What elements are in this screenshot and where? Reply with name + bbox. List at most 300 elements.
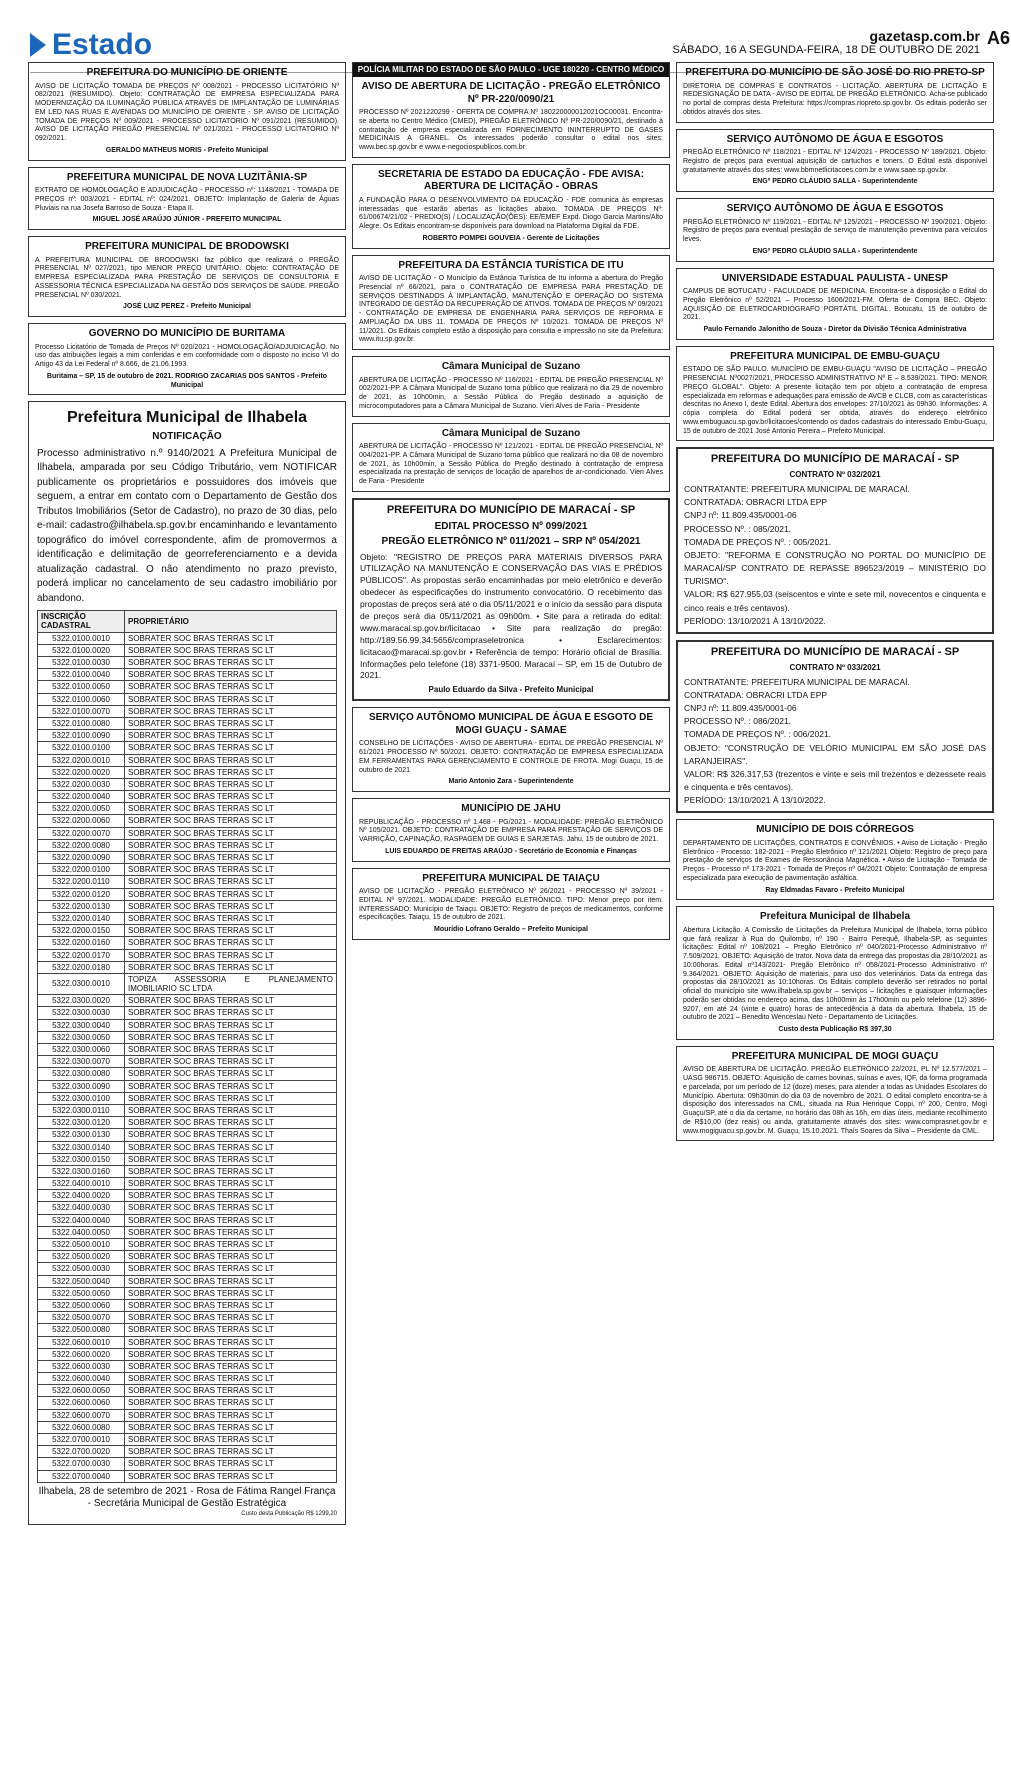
ilhabela-notification bbox=[28, 401, 346, 1525]
page-number: A6 bbox=[986, 28, 1010, 48]
parcel-id: 5322.0500.0030 bbox=[38, 1263, 125, 1275]
parcel-owner: SOBRATER SOC BRAS TERRAS SC LT bbox=[125, 1226, 337, 1238]
table-row bbox=[38, 803, 337, 815]
table-row bbox=[38, 754, 337, 766]
notice-body: DEPARTAMENTO DE LICITAÇÕES, CONTRATOS E CONVÊNIOS. • Aviso de Licitação - Pregão Eletrônico - Processo: 182-2021 - Pregão Eletrônico nº 121/2021 Objeto: Registro de preço para prestação de serviços de Exames de Ressonância Magnética. • Aviso de Licitação - Tomada de Preços - Processo nº 173-2021 - Tomada de Preços nº 04/2021 Objeto: Contratação de empresa especializada para execução de pavimentação asfáltica. bbox=[683, 839, 987, 882]
parcel-owner: SOBRATER SOC BRAS TERRAS SC LT bbox=[125, 925, 337, 937]
notice-title: PREFEITURA DO MUNICÍPIO DE MARACAÍ - SP bbox=[710, 453, 960, 466]
parcel-id: 5322.0700.0040 bbox=[38, 1470, 125, 1482]
table-row bbox=[38, 1165, 337, 1177]
notice-body: ABERTURA DE LICITAÇÃO - PROCESSO Nº 116/2021 - EDITAL DE PREGÃO PRESENCIAL Nº 002/2021-PP. A Câmara Municipal de Suzano torna público que realizará no dia 29 de novembro de 2021, às 10h00min, a Sessão Pública do Pregão destinado a aquisição de microcomputadores para a Câmara Municipal de Suzano. Vieri Alves de Faria - Presidente bbox=[359, 376, 663, 410]
table-row bbox=[38, 1397, 337, 1409]
parcel-owner: SOBRATER SOC BRAS TERRAS SC LT bbox=[125, 1092, 337, 1104]
notice-subtitle: NOTIFICAÇÃO bbox=[152, 431, 222, 443]
parcel-owner: SOBRATER SOC BRAS TERRAS SC LT bbox=[125, 1044, 337, 1056]
notice-body: PREGÃO ELETRÔNICO Nº 118/2021 - EDITAL Nº 124/2021 - PROCESSO Nº 189/2021. Objeto: Registro de preços para eventual aquisição de cartuchos e toners. O Edital está disponível gratuitamente através dos sites: www.bbmnetlicitacoes.com.br e www.saae.sp.gov.br. bbox=[683, 149, 987, 174]
notice-body: CONSELHO DE LICITAÇÕES - AVISO DE ABERTURA - EDITAL DE PREGÃO PRESENCIAL Nº 61/2021 PROCESSO Nº 50/2021. OBJETO: CONTRATAÇÃO DE EMPRESA ESPECIALIZADA EM FERRAMENTAS PARA GERENCIAMENTO E CONTROLE DE FROTA. Mogi Guaçu, 15 de outubro de 2021 bbox=[359, 740, 663, 774]
table-row bbox=[38, 961, 337, 973]
parcel-id: 5322.0600.0010 bbox=[38, 1336, 125, 1348]
parcel-id: 5322.0700.0010 bbox=[38, 1434, 125, 1446]
parcel-owner: SOBRATER SOC BRAS TERRAS SC LT bbox=[125, 852, 337, 864]
notice-signature: LUIS EDUARDO DE FREITAS ARAÚJO - Secretário de Economia e Finanças bbox=[385, 847, 637, 855]
estado-logo bbox=[30, 28, 152, 62]
notice-signature: ENGº PEDRO CLÁUDIO SALLA - Superintendente bbox=[752, 178, 918, 186]
legal-notice bbox=[352, 356, 670, 417]
table-row bbox=[38, 1421, 337, 1433]
legal-notice bbox=[676, 906, 994, 1040]
notice-title: Prefeitura Municipal de Ilhabela bbox=[66, 409, 308, 427]
notice-body: AVISO DE ABERTURA DE LICITAÇÃO. PREGÃO ELETRÔNICO 22/2021, PL Nº 12.577/2021 – UASG 986715. OBJETO: Aquisição de carnes bovinas, suínas e aves, IQF, da forma programada e parcelada, por um período de 12 (doze) meses, para atender a todas as Unidades Escolares do Município. Abertura: 09h30min do dia 03 de novembro de 2021. O edital completo encontra-se à disposição dos interessados na CML, situada na Rua Henrique Coppi, nº 200, Centro, Mogi Guaçu/SP, até o dia da certame, no horário das 08h às 16h, em dias úteis, mediante recolhimento de R$10,00 (dez reais) ou ainda, gratuitamente através dos sites: www.comprasnet.gov.br e www.mogiguacu.sp.gov.br. M. Guaçu, 15.10.2021. Thaís Soares da Silva – Presidente da CML. bbox=[683, 1066, 987, 1135]
site-url[interactable]: gazetasp.com.br bbox=[869, 28, 980, 44]
parcel-id: 5322.0500.0060 bbox=[38, 1299, 125, 1311]
table-row bbox=[38, 1385, 337, 1397]
contract-line: VALOR: R$ 326.317,53 (trezentos e vinte e seis mil trezentos e dezessete reais e cinquenta e três centavos). bbox=[684, 768, 986, 793]
parcel-owner: SOBRATER SOC BRAS TERRAS SC LT bbox=[125, 1409, 337, 1421]
parcel-owner: SOBRATER SOC BRAS TERRAS SC LT bbox=[125, 766, 337, 778]
parcel-owner: SOBRATER SOC BRAS TERRAS SC LT bbox=[125, 1434, 337, 1446]
issue-date: SÁBADO, 16 A SEGUNDA-FEIRA, 18 DE OUTUBRO DE 2021 bbox=[672, 44, 980, 56]
table-row bbox=[38, 1226, 337, 1238]
notice-body: Processo Licitatório de Tomada de Preços Nº 020/2021 - HOMOLOGAÇÃO/ADJUDICAÇÃO. No uso das atribuições legais a mim conferidas e em conformidade com o disposto no inciso VI do Artigo 43 da Lei Federal nº 8.666, de 21.06.1993. bbox=[35, 343, 339, 368]
parcel-owner: SOBRATER SOC BRAS TERRAS SC LT bbox=[125, 1153, 337, 1165]
parcel-table bbox=[37, 610, 337, 1483]
notice-title: SERVIÇO AUTÔNOMO DE ÁGUA E ESGOTOS bbox=[726, 133, 944, 145]
parcel-id: 5322.0100.0040 bbox=[38, 669, 125, 681]
parcel-id: 5322.0600.0060 bbox=[38, 1397, 125, 1409]
notice-signature: Custo desta Publicação R$ 397,30 bbox=[778, 1026, 892, 1034]
notice-body: Processo administrativo n.º 9140/2021 A Prefeitura Municipal de Ilhabela, amparada por seu Código Tributário, vem NOTIFICAR publicamente os proprietários e possuidores dos imóveis que seguem, a entrar em contato com o Departamento de Gestão dos Tributos Imobiliários (Setor de Cadastro), no prazo de 30 dias, pelo e-mail: cadastro@ilhabela.sp.gov.br encaminhando e levantamento topográfico do imóvel correspondente, afim de promovermos a identificação e delimitação de georreferenciamento e a devida atualização cadastral. O não atendimento no prazo previsto, poderá implicar no cancelamento de seu cadastro imobiliário por abandono. bbox=[37, 447, 337, 604]
notice-title: PREFEITURA DO MUNICÍPIO DE ORIENTE bbox=[86, 67, 288, 78]
col-header-proprietario: PROPRIETÁRIO bbox=[125, 611, 337, 632]
table-row bbox=[38, 1080, 337, 1092]
parcel-id: 5322.0200.0070 bbox=[38, 827, 125, 839]
parcel-owner: SOBRATER SOC BRAS TERRAS SC LT bbox=[125, 1470, 337, 1482]
legal-notice bbox=[28, 236, 346, 317]
notice-signature: GERALDO MATHEUS MORIS - Prefeito Municipal bbox=[105, 146, 269, 154]
table-row bbox=[38, 888, 337, 900]
header-meta bbox=[673, 28, 981, 56]
notice-signature: Paulo Fernando Jalonitho de Souza - Diretor da Divisão Técnica Administrativa bbox=[703, 326, 967, 333]
notice-title: Prefeitura Municipal de Ilhabela bbox=[759, 911, 911, 923]
table-row bbox=[38, 717, 337, 729]
parcel-id: 5322.0200.0040 bbox=[38, 791, 125, 803]
table-row bbox=[38, 827, 337, 839]
parcel-owner: SOBRATER SOC BRAS TERRAS SC LT bbox=[125, 669, 337, 681]
parcel-id: 5322.0100.0020 bbox=[38, 644, 125, 656]
parcel-owner: SOBRATER SOC BRAS TERRAS SC LT bbox=[125, 1385, 337, 1397]
legal-notice bbox=[28, 167, 346, 231]
parcel-owner: SOBRATER SOC BRAS TERRAS SC LT bbox=[125, 1397, 337, 1409]
notice-title: PREFEITURA MUNICIPAL DE BRODOWSKI bbox=[85, 241, 289, 252]
arrow-icon bbox=[30, 33, 46, 57]
parcel-id: 5322.0500.0050 bbox=[38, 1287, 125, 1299]
notice-body: ESTADO DE SÃO PAULO. MUNICÍPIO DE EMBU-GUAÇU "AVISO DE LICITAÇÃO – PREGÃO PRESENCIAL Nº0027/2021, PROCESSO ADMINISTRATIVO Nº E – 8.539/2021. TIPO: MENOR PREÇO GLOBAL". Objeto: A presente licitação tem por objeto a contratação de empresa especializada em reformas e adequações para emissão de AVCB e CLCB, com as características descritas no Anexo I, deste Edital. Abertura dos envelopes: 27/10/2021 às 09h30. Informações: A cópia completa do Edital poderá ser obtida, através do endereço eletrônico www.embuguacu.sp.gov.br/licitacoes/contendo os dados cadastrais do interessado Embu-Guaçu, 15 de outubro de 2021 José Antonio Pereira – Prefeito Municipal. bbox=[683, 366, 987, 435]
table-row bbox=[38, 742, 337, 754]
maracai-contract-notice bbox=[676, 640, 994, 813]
table-row bbox=[38, 1251, 337, 1263]
table-row bbox=[38, 852, 337, 864]
notice-title: PREFEITURA DA ESTÂNCIA TURÍSTICA DE ITU bbox=[398, 259, 624, 271]
parcel-owner: SOBRATER SOC BRAS TERRAS SC LT bbox=[125, 1104, 337, 1116]
table-row bbox=[38, 730, 337, 742]
parcel-id: 5322.0700.0020 bbox=[38, 1446, 125, 1458]
table-row bbox=[38, 1287, 337, 1299]
parcel-owner: SOBRATER SOC BRAS TERRAS SC LT bbox=[125, 864, 337, 876]
parcel-id: 5322.0200.0180 bbox=[38, 961, 125, 973]
parcel-owner: SOBRATER SOC BRAS TERRAS SC LT bbox=[125, 1299, 337, 1311]
legal-notice bbox=[352, 707, 670, 792]
parcel-id: 5322.0300.0120 bbox=[38, 1117, 125, 1129]
table-row bbox=[38, 681, 337, 693]
table-row bbox=[38, 1214, 337, 1226]
notice-signature: Paulo Eduardo da Silva - Prefeito Municipal bbox=[428, 685, 594, 695]
table-row bbox=[38, 1434, 337, 1446]
legal-notice bbox=[676, 198, 994, 262]
parcel-id: 5322.0600.0050 bbox=[38, 1385, 125, 1397]
notice-body: CAMPUS DE BOTUCATU - FACULDADE DE MEDICINA. Encontra-se à disposição o Edital do Pregão Eletrônico nº 52/2021 – Processo 1606/2021-FM. Oferta de Compra BEC. Objeto: AQUISIÇÃO DE ELETROCARDIÓGRAFO PORTÁTIL DIGITAL. Botucatu, 15 de outubro de 2021. bbox=[683, 288, 987, 322]
parcel-id: 5322.0400.0010 bbox=[38, 1178, 125, 1190]
notice-body: AVISO DE LICITAÇÃO - PREGÃO ELETRÔNICO Nº 26/2021 - PROCESSO Nº 39/2021 - EDITAL Nº 97/2021. MODALIDADE: PREGÃO ELETRÔNICO. TIPO: Menor preço por item. INTERESSADO: Município de Taiaçu. OBJETO: Registro de preços de medicamentos, conforme especificações. Taiaçu, 15 de outubro de 2021. bbox=[359, 888, 663, 922]
parcel-owner: SOBRATER SOC BRAS TERRAS SC LT bbox=[125, 791, 337, 803]
notice-title: PREFEITURA DO MUNICÍPIO DE MARACAÍ - SP bbox=[386, 503, 636, 516]
parcel-owner: SOBRATER SOC BRAS TERRAS SC LT bbox=[125, 1178, 337, 1190]
maracai-pregao-notice bbox=[352, 498, 670, 702]
parcel-owner: SOBRATER SOC BRAS TERRAS SC LT bbox=[125, 1190, 337, 1202]
parcel-id: 5322.0100.0010 bbox=[38, 632, 125, 644]
notice-title: PREFEITURA MUNICIPAL DE NOVA LUZITÂNIA-SP bbox=[66, 171, 308, 183]
table-row bbox=[38, 1190, 337, 1202]
parcel-id: 5322.0600.0070 bbox=[38, 1409, 125, 1421]
notice-body: REPUBLICAÇÃO - PROCESSO nº 1.468 - PG/2021 - MODALIDADE: PREGÃO ELETRÔNICO Nº 105/2021. OBJETO: CONTRATAÇÃO DE EMPRESA PARA PRESTAÇÃO DE SERVIÇOS DE VARRIÇÃO, CAPINAÇÃO, RASPAGEM DE GUIAS E SARJETAS. Jahu, 15 de outubro de 2021. bbox=[359, 818, 663, 844]
parcel-owner: SOBRATER SOC BRAS TERRAS SC LT bbox=[125, 803, 337, 815]
parcel-id: 5322.0300.0160 bbox=[38, 1165, 125, 1177]
parcel-id: 5322.0300.0020 bbox=[38, 995, 125, 1007]
parcel-owner: SOBRATER SOC BRAS TERRAS SC LT bbox=[125, 839, 337, 851]
parcel-owner: SOBRATER SOC BRAS TERRAS SC LT bbox=[125, 1214, 337, 1226]
parcel-id: 5322.0500.0010 bbox=[38, 1239, 125, 1251]
parcel-id: 5322.0600.0020 bbox=[38, 1348, 125, 1360]
parcel-owner: SOBRATER SOC BRAS TERRAS SC LT bbox=[125, 1458, 337, 1470]
parcel-owner: SOBRATER SOC BRAS TERRAS SC LT bbox=[125, 876, 337, 888]
table-row bbox=[38, 839, 337, 851]
parcel-owner: SOBRATER SOC BRAS TERRAS SC LT bbox=[125, 1019, 337, 1031]
parcel-owner: SOBRATER SOC BRAS TERRAS SC LT bbox=[125, 1348, 337, 1360]
table-row bbox=[38, 815, 337, 827]
table-row bbox=[38, 1275, 337, 1287]
parcel-id: 5322.0600.0040 bbox=[38, 1373, 125, 1385]
notice-title: PREFEITURA MUNICIPAL DE EMBU-GUAÇU bbox=[730, 350, 940, 362]
column-2 bbox=[352, 62, 670, 946]
parcel-id: 5322.0300.0150 bbox=[38, 1153, 125, 1165]
parcel-id: 5322.0100.0060 bbox=[38, 693, 125, 705]
parcel-id: 5322.0200.0160 bbox=[38, 937, 125, 949]
table-row bbox=[38, 1019, 337, 1031]
notice-signature: Mouridio Lofrano Geraldo – Prefeito Municipal bbox=[433, 926, 588, 934]
parcel-owner: SOBRATER SOC BRAS TERRAS SC LT bbox=[125, 1263, 337, 1275]
table-row bbox=[38, 669, 337, 681]
table-row bbox=[38, 1470, 337, 1482]
table-row bbox=[38, 1263, 337, 1275]
notice-title: PREFEITURA MUNICIPAL DE TAIAÇU bbox=[422, 872, 600, 884]
parcel-id: 5322.0200.0100 bbox=[38, 864, 125, 876]
parcel-owner: SOBRATER SOC BRAS TERRAS SC LT bbox=[125, 742, 337, 754]
parcel-id: 5322.0100.0070 bbox=[38, 705, 125, 717]
table-row bbox=[38, 949, 337, 961]
parcel-id: 5322.0100.0080 bbox=[38, 717, 125, 729]
notice-body: AVISO DE LICITAÇÃO - O Município da Estância Turística de Itu informa a abertura do Pregão Presencial nº 66/2021, para o CONTRATAÇÃO DE EMPRESA PARA PRESTAÇÃO DE SERVIÇOS DESTINADOS À IMPLANTAÇÃO, MANUTENÇÃO E OPERAÇÃO DO SISTEMA INTEGRADO DE GESTÃO DA RECUPERAÇÃO DE ATIVOS. TOMADA DE PREÇOS Nº 09/2021 - CONTRATAÇÃO DE EMPRESA DE ENGENHARIA PARA SERVIÇOS DE REFORMA E AMPLIAÇÃO DA UBS 11. TOMADA DE PREÇOS Nº 10/2021. TOMADA DE PREÇOS Nº 11/2021. Os Editais completo estão à disposição para consulta e impressão no site da Prefeitura: www.itu.sp.gov.br. bbox=[359, 275, 663, 344]
table-row bbox=[38, 1104, 337, 1116]
parcel-owner: SOBRATER SOC BRAS TERRAS SC LT bbox=[125, 1336, 337, 1348]
notice-signature: Ilhabela, 28 de setembro de 2021 - Rosa de Fátima Rangel França - Secretária Municipal de Gestão Estratégica bbox=[38, 1485, 336, 1510]
parcel-id: 5322.0300.0080 bbox=[38, 1068, 125, 1080]
contract-line: CONTRATANTE: PREFEITURA MUNICIPAL DE MARACAÍ. bbox=[684, 676, 910, 687]
table-row bbox=[38, 1178, 337, 1190]
notice-title: SECRETARIA DE ESTADO DA EDUCAÇÃO - FDE AVISA: ABERTURA DE LICITAÇÃO - OBRAS bbox=[377, 168, 645, 193]
parcel-id: 5322.0400.0040 bbox=[38, 1214, 125, 1226]
parcel-id: 5322.0200.0120 bbox=[38, 888, 125, 900]
table-row bbox=[38, 1458, 337, 1470]
table-row bbox=[38, 1324, 337, 1336]
table-row bbox=[38, 1360, 337, 1372]
parcel-owner: SOBRATER SOC BRAS TERRAS SC LT bbox=[125, 1373, 337, 1385]
notice-body: AVISO DE LICITAÇÃO TOMADA DE PREÇOS Nº 008/2021 - PROCESSO LICITATÓRIO Nº 082/2021 (RESUMIDO). Objeto: CONTRATAÇÃO DE EMPRESA ESPECIALIZADA PARA MODERNIZAÇÃO DA ILUMINAÇÃO PÚBLICA ATRAVÉS DE IMPLANTAÇÃO DE LUMINÁRIAS EM LED NAS RUAS E AVENIDAS DO MUNICÍPIO DE ORIENTE - SP. AVISO DE LICITAÇÃO TOMADA DE PREÇOS Nº 009/2021 - PROCESSO LICITATÓRIO Nº 091/2021 (RESUMIDO). AVISO DE LICITAÇÃO PREGÃO PRESENCIAL Nº 021/2021 - PROCESSO LICITATÓRIO Nº 092/2021. bbox=[35, 82, 339, 142]
table-row bbox=[38, 693, 337, 705]
table-row bbox=[38, 1068, 337, 1080]
parcel-owner: SOBRATER SOC BRAS TERRAS SC LT bbox=[125, 705, 337, 717]
notice-title: UNIVERSIDADE ESTADUAL PAULISTA - UNESP bbox=[721, 272, 949, 284]
parcel-id: 5322.0500.0070 bbox=[38, 1312, 125, 1324]
notice-title: MUNICÍPIO DE DOIS CÓRREGOS bbox=[756, 824, 914, 836]
notice-title: PREFEITURA DO MUNICÍPIO DE SÃO JOSÉ DO RIO PRETO-SP bbox=[685, 67, 985, 78]
parcel-owner: SOBRATER SOC BRAS TERRAS SC LT bbox=[125, 1031, 337, 1043]
parcel-id: 5322.0500.0040 bbox=[38, 1275, 125, 1287]
notice-subtitle: EDITAL PROCESSO Nº 099/2021 bbox=[434, 520, 588, 532]
parcel-owner: SOBRATER SOC BRAS TERRAS SC LT bbox=[125, 1312, 337, 1324]
contract-line: OBJETO: "CONSTRUÇÃO DE VELÓRIO MUNICIPAL EM SÃO JOSÉ DAS LARANJEIRAS". bbox=[684, 742, 986, 766]
contract-line: TOMADA DE PREÇOS Nº. : 005/2021. bbox=[684, 536, 832, 547]
contract-line: PERÍODO: 13/10/2021 À 13/10/2022. bbox=[684, 795, 826, 806]
notice-body: EXTRATO DE HOMOLOGAÇÃO E ADJUDICAÇÃO - PROCESSO nº: 1148/2021 - TOMADA DE PREÇOS nº: 003/2021 - EDITAL nº: 024/2021. OBJETO: Implantação de Galeria de Águas Pluviais na rua Josefa Barroso de Souza - Etapa II. bbox=[35, 187, 339, 212]
parcel-id: 5322.0300.0010 bbox=[38, 973, 125, 994]
legal-notice bbox=[352, 62, 670, 158]
parcel-owner: SOBRATER SOC BRAS TERRAS SC LT bbox=[125, 961, 337, 973]
notice-signature: Ray Eldmadas Favaro - Prefeito Municipal bbox=[765, 886, 905, 894]
parcel-id: 5322.0200.0110 bbox=[38, 876, 125, 888]
parcel-id: 5322.0200.0090 bbox=[38, 852, 125, 864]
parcel-id: 5322.0300.0040 bbox=[38, 1019, 125, 1031]
parcel-id: 5322.0700.0030 bbox=[38, 1458, 125, 1470]
contract-details bbox=[684, 676, 986, 808]
notice-title: PREFEITURA DO MUNICÍPIO DE MARACAÍ - SP bbox=[710, 645, 960, 658]
table-row bbox=[38, 1373, 337, 1385]
legal-notice bbox=[676, 129, 994, 193]
parcel-id: 5322.0600.0030 bbox=[38, 1360, 125, 1372]
column-3 bbox=[676, 62, 994, 1147]
parcel-id: 5322.0400.0030 bbox=[38, 1202, 125, 1214]
table-row bbox=[38, 1117, 337, 1129]
table-row bbox=[38, 644, 337, 656]
table-row bbox=[38, 1044, 337, 1056]
parcel-id: 5322.0300.0110 bbox=[38, 1104, 125, 1116]
notice-body: A FUNDAÇÃO PARA O DESENVOLVIMENTO DA EDUCAÇÃO - FDE comunica às empresas interessadas que estarão abertas as licitações abaixo. TOMADA DE PREÇOS Nº: 61/00674/21/02 - PREDIO(S) / LOCALIZAÇÃO(ÕES): EE/EMEF Expd. Diogo Garcia Martins/Alto Alegre. Os Editais encontram-se disponíveis para download na Plataforma Digital da FDE. bbox=[359, 196, 663, 230]
parcel-id: 5322.0200.0150 bbox=[38, 925, 125, 937]
table-row bbox=[38, 1056, 337, 1068]
parcel-owner: SOBRATER SOC BRAS TERRAS SC LT bbox=[125, 632, 337, 644]
parcel-id: 5322.0300.0060 bbox=[38, 1044, 125, 1056]
parcel-id: 5322.0100.0030 bbox=[38, 657, 125, 669]
parcel-owner: SOBRATER SOC BRAS TERRAS SC LT bbox=[125, 730, 337, 742]
parcel-id: 5322.0200.0140 bbox=[38, 912, 125, 924]
legal-notice bbox=[28, 62, 346, 161]
contract-line: CONTRATANTE: PREFEITURA MUNICIPAL DE MARACAÍ. bbox=[684, 484, 910, 494]
parcel-owner: SOBRATER SOC BRAS TERRAS SC LT bbox=[125, 900, 337, 912]
notice-body: Objeto: "REGISTRO DE PREÇOS PARA MATERIAIS DIVERSOS PARA UTILIZAÇÃO NA MANUTENÇÃO E CONSERVAÇÃO DAS VIAS E PRÉDIOS PÚBLICOS". As propostas serão encaminhadas por meio eletrônico e deverão obedecer às especificações do instrumento convocatório. O recebimento das propostas de preços será até o dia 05/11/2021 e o início da sessão para disputa de preços será dia 05/11/2021 às 09h00m. • Site para a retirada do edital: www.maracai.sp.gov.br/licitacao • Site para realização do pregão: http://189.56.99.34:5656/compraseletronica • Esclarecimentos: licitacao@maracai.sp.gov.br • Referência de tempo: Horário oficial de Brasília. Informações pelo telefone (18) 3371-9500. Maracaí – SP, em 15 de Outubro de 2021. bbox=[360, 551, 662, 681]
notice-body: Abertura Licitação. A Comissão de Licitações da Prefeitura Municipal de Ilhabela, torna público que fará realizar à Rua do Quilombo, nº 190 - Bairro Perequê, Ilhabela-SP, as seguintes licitações: Edital nº 108/2021 – Pregão Eletrônico nº 040/2021-Processo Administrativo nº 7.509/2021. OBJETO: Aquisição de trator. Nova data da entrega das propostas dia 28/10/2021 as 10:00horas. Edital nº143/2021- Pregão Eletrônico nº 058/2021-Processo Administrativo nº 9.364/2021. OBJETO: Aquisição de materiais, para uso dos veterinários. Data da entrega das propostas dia 28/10/2021 as 10:10horas. Os Editais completo deverão ser retirados no portal oficial do município site www.ilhabela.sp.gov.br – serviços – licitações e quaisquer informações poderão ser obtidas no endereço acima, das 10h00min às 17h00min ou pelo telefone (12) 3896-9207, em até 24 (vinte e quatro) horas de antecedência à data da abertura. Ilhabela, 15 de outubro de 2021 – Benedito Wenceslau Neto - Departamento de Licitações. bbox=[683, 926, 987, 1022]
parcel-id: 5322.0300.0090 bbox=[38, 1080, 125, 1092]
parcel-owner: SOBRATER SOC BRAS TERRAS SC LT bbox=[125, 1251, 337, 1263]
legal-notice bbox=[676, 1046, 994, 1142]
notice-body: ABERTURA DE LICITAÇÃO - PROCESSO Nº 121/2021 - EDITAL DE PREGÃO PRESENCIAL Nº 004/2021-PP. A Câmara Municipal de Suzano torna público que realizará no dia 08 de novembro de 2021, às 10h00min, a Sessão Pública do Pregão destinado à contratação de empresa especializada na prestação de serviços de locação de aparelhos de ar-condicionado. Vieri Alves de Faria - Presidente bbox=[359, 443, 663, 485]
parcel-owner: SOBRATER SOC BRAS TERRAS SC LT bbox=[125, 949, 337, 961]
parcel-owner: SOBRATER SOC BRAS TERRAS SC LT bbox=[125, 1421, 337, 1433]
contract-line: CNPJ nº: 11.809.435/0001-06 bbox=[684, 702, 797, 713]
parcel-id: 5322.0500.0080 bbox=[38, 1324, 125, 1336]
legal-notice bbox=[352, 868, 670, 940]
parcel-owner: SOBRATER SOC BRAS TERRAS SC LT bbox=[125, 717, 337, 729]
parcel-owner: SOBRATER SOC BRAS TERRAS SC LT bbox=[125, 1007, 337, 1019]
col-header-inscricao: INSCRIÇÃO CADASTRAL bbox=[38, 611, 125, 632]
legal-notice bbox=[676, 62, 994, 123]
brand-name: Estado bbox=[52, 28, 153, 61]
notice-title: MUNICÍPIO DE JAHU bbox=[461, 803, 561, 815]
table-row bbox=[38, 1007, 337, 1019]
contract-number: CONTRATO Nº 033/2021 bbox=[789, 662, 881, 672]
table-row bbox=[38, 1129, 337, 1141]
notice-signature: ROBERTO POMPEI GOUVEIA - Gerente de Licitações bbox=[422, 234, 600, 242]
parcel-owner: SOBRATER SOC BRAS TERRAS SC LT bbox=[125, 827, 337, 839]
parcel-owner: SOBRATER SOC BRAS TERRAS SC LT bbox=[125, 912, 337, 924]
parcel-id: 5322.0200.0050 bbox=[38, 803, 125, 815]
table-row bbox=[38, 937, 337, 949]
notice-body: DIRETORIA DE COMPRAS E CONTRATOS - LICITAÇÃO. ABERTURA DE LICITAÇÃO E REDESIGNAÇÃO DE DATA - AVISO DE EDITAL DE PREGÃO ELETRÔNICO. Acha-se publicado no portal de compras desta Prefeitura: https://compras.riopreto.sp.gov.br. Os editais poderão ser obtidos através dos sites. bbox=[683, 82, 987, 116]
parcel-id: 5322.0300.0050 bbox=[38, 1031, 125, 1043]
table-row bbox=[38, 1239, 337, 1251]
parcel-id: 5322.0400.0020 bbox=[38, 1190, 125, 1202]
table-row bbox=[38, 791, 337, 803]
parcel-owner: SOBRATER SOC BRAS TERRAS SC LT bbox=[125, 1202, 337, 1214]
table-row bbox=[38, 632, 337, 644]
parcel-id: 5322.0200.0010 bbox=[38, 754, 125, 766]
table-row bbox=[38, 900, 337, 912]
parcel-owner: SOBRATER SOC BRAS TERRAS SC LT bbox=[125, 1129, 337, 1141]
parcel-owner: SOBRATER SOC BRAS TERRAS SC LT bbox=[125, 1141, 337, 1153]
parcel-owner: SOBRATER SOC BRAS TERRAS SC LT bbox=[125, 1056, 337, 1068]
maracai-contract-notice bbox=[676, 447, 994, 634]
parcel-owner: SOBRATER SOC BRAS TERRAS SC LT bbox=[125, 657, 337, 669]
table-row bbox=[38, 1336, 337, 1348]
contract-line: CONTRATADA: OBRACRI LTDA EPP bbox=[684, 497, 828, 508]
notice-title: SERVIÇO AUTÔNOMO MUNICIPAL DE ÁGUA E ESGOTO DE MOGI GUAÇU - SAMAE bbox=[368, 712, 654, 736]
table-row bbox=[38, 1031, 337, 1043]
parcel-id: 5322.0300.0030 bbox=[38, 1007, 125, 1019]
legal-notice bbox=[352, 423, 670, 492]
table-row bbox=[38, 778, 337, 790]
legal-notice bbox=[676, 819, 994, 900]
parcel-id: 5322.0600.0080 bbox=[38, 1421, 125, 1433]
parcel-owner: SOBRATER SOC BRAS TERRAS SC LT bbox=[125, 1080, 337, 1092]
table-row bbox=[38, 973, 337, 994]
table-row bbox=[38, 1299, 337, 1311]
notice-signature: Mario Antonio Zara - Superintendente bbox=[448, 778, 574, 786]
table-row bbox=[38, 1409, 337, 1421]
notice-title: SERVIÇO AUTÔNOMO DE ÁGUA E ESGOTOS bbox=[726, 203, 944, 214]
parcel-owner: SOBRATER SOC BRAS TERRAS SC LT bbox=[125, 1275, 337, 1287]
column-1 bbox=[28, 62, 346, 1531]
contract-line: CONTRATADA: OBRACRI LTDA EPP bbox=[684, 689, 828, 700]
parcel-owner: SOBRATER SOC BRAS TERRAS SC LT bbox=[125, 1068, 337, 1080]
contract-line: CNPJ nº: 11.809.435/0001-06 bbox=[684, 510, 797, 521]
table-row bbox=[38, 1312, 337, 1324]
notice-title: Câmara Municipal de Suzano bbox=[441, 361, 581, 372]
legal-notice bbox=[352, 164, 670, 249]
notice-signature: JOSÉ LUIZ PEREZ - Prefeito Municipal bbox=[123, 303, 251, 311]
notice-signature: ENGº PEDRO CLÁUDIO SALLA - Superintendente bbox=[752, 247, 918, 255]
legal-notice bbox=[352, 255, 670, 351]
table-row bbox=[38, 1348, 337, 1360]
table-row bbox=[38, 1446, 337, 1458]
parcel-id: 5322.0500.0020 bbox=[38, 1251, 125, 1263]
parcel-id: 5322.0200.0080 bbox=[38, 839, 125, 851]
publication-cost: Custo desta Publicação R$ 1299,20 bbox=[241, 1510, 337, 1517]
parcel-owner: SOBRATER SOC BRAS TERRAS SC LT bbox=[125, 888, 337, 900]
parcel-owner: SOBRATER SOC BRAS TERRAS SC LT bbox=[125, 1446, 337, 1458]
parcel-owner: SOBRATER SOC BRAS TERRAS SC LT bbox=[125, 1165, 337, 1177]
notice-body: A PREFEITURA MUNICIPAL DE BRODOWSKI faz público que realizará o PREGÃO PRESENCIAL Nº 027/2021, tipo MENOR PREÇO UNITÁRIO. Objeto: CONTRATAÇÃO DE EMPRESA ESPECIALIZADA PARA PRESTAÇÃO DE SERVIÇOS DE CONSULTORIA E ASSESSORIA TÉCNICA ESPECIALIZADA NA GESTÃO DOS SERVIÇOS DE SAÚDE. PREGÃO PRESENCIAL Nº 030/2021. bbox=[35, 256, 339, 299]
table-row bbox=[38, 1202, 337, 1214]
parcel-owner: SOBRATER SOC BRAS TERRAS SC LT bbox=[125, 1287, 337, 1299]
parcel-owner: TOPIZA ASSESSORIA E PLANEJAMENTO IMOBILIARIO SC LTDA bbox=[125, 973, 337, 994]
table-row bbox=[38, 995, 337, 1007]
contract-number: CONTRATO Nº 032/2021 bbox=[789, 470, 881, 479]
parcel-id: 5322.0200.0020 bbox=[38, 766, 125, 778]
parcel-owner: SOBRATER SOC BRAS TERRAS SC LT bbox=[125, 1117, 337, 1129]
parcel-id: 5322.0400.0050 bbox=[38, 1226, 125, 1238]
parcel-id: 5322.0200.0060 bbox=[38, 815, 125, 827]
parcel-id: 5322.0200.0030 bbox=[38, 778, 125, 790]
parcel-owner: SOBRATER SOC BRAS TERRAS SC LT bbox=[125, 815, 337, 827]
table-row bbox=[38, 1153, 337, 1165]
parcel-id: 5322.0200.0170 bbox=[38, 949, 125, 961]
contract-line: PROCESSO Nº. : 085/2021. bbox=[684, 523, 792, 534]
parcel-owner: SOBRATER SOC BRAS TERRAS SC LT bbox=[125, 693, 337, 705]
contract-line: VALOR: R$ 627.955,03 (seiscentos e vinte e sete mil, novecentos e cinquenta e cinco reais e três centavos). bbox=[684, 589, 986, 613]
notice-signature: Buritama – SP, 15 de outubro de 2021. RODRIGO ZACARIAS DOS SANTOS - Prefeito Municipal bbox=[46, 372, 328, 389]
notice-subtitle-2: PREGÃO ELETRÔNICO Nº 011/2021 – SRP Nº 054/2021 bbox=[381, 536, 641, 547]
notice-title: Câmara Municipal de Suzano bbox=[441, 427, 581, 439]
legal-notice bbox=[28, 323, 346, 395]
notice-title: PREFEITURA MUNICIPAL DE MOGI GUAÇU bbox=[731, 1050, 939, 1062]
contract-details bbox=[684, 483, 986, 628]
table-row bbox=[38, 925, 337, 937]
parcel-owner: SOBRATER SOC BRAS TERRAS SC LT bbox=[125, 1360, 337, 1372]
notice-signature: MIGUEL JOSÉ ARAÚJO JÚNIOR - PREFEITO MUNICIPAL bbox=[92, 216, 282, 224]
contract-line: PERÍODO: 13/10/2021 À 13/10/2022. bbox=[684, 615, 826, 626]
notice-title: AVISO DE ABERTURA DE LICITAÇÃO - PREGÃO ELETRÔNICO Nº PR-220/0090/21 bbox=[361, 81, 661, 105]
parcel-owner: SOBRATER SOC BRAS TERRAS SC LT bbox=[125, 1324, 337, 1336]
table-row bbox=[38, 864, 337, 876]
parcel-id: 5322.0300.0130 bbox=[38, 1129, 125, 1141]
parcel-id: 5322.0300.0070 bbox=[38, 1056, 125, 1068]
